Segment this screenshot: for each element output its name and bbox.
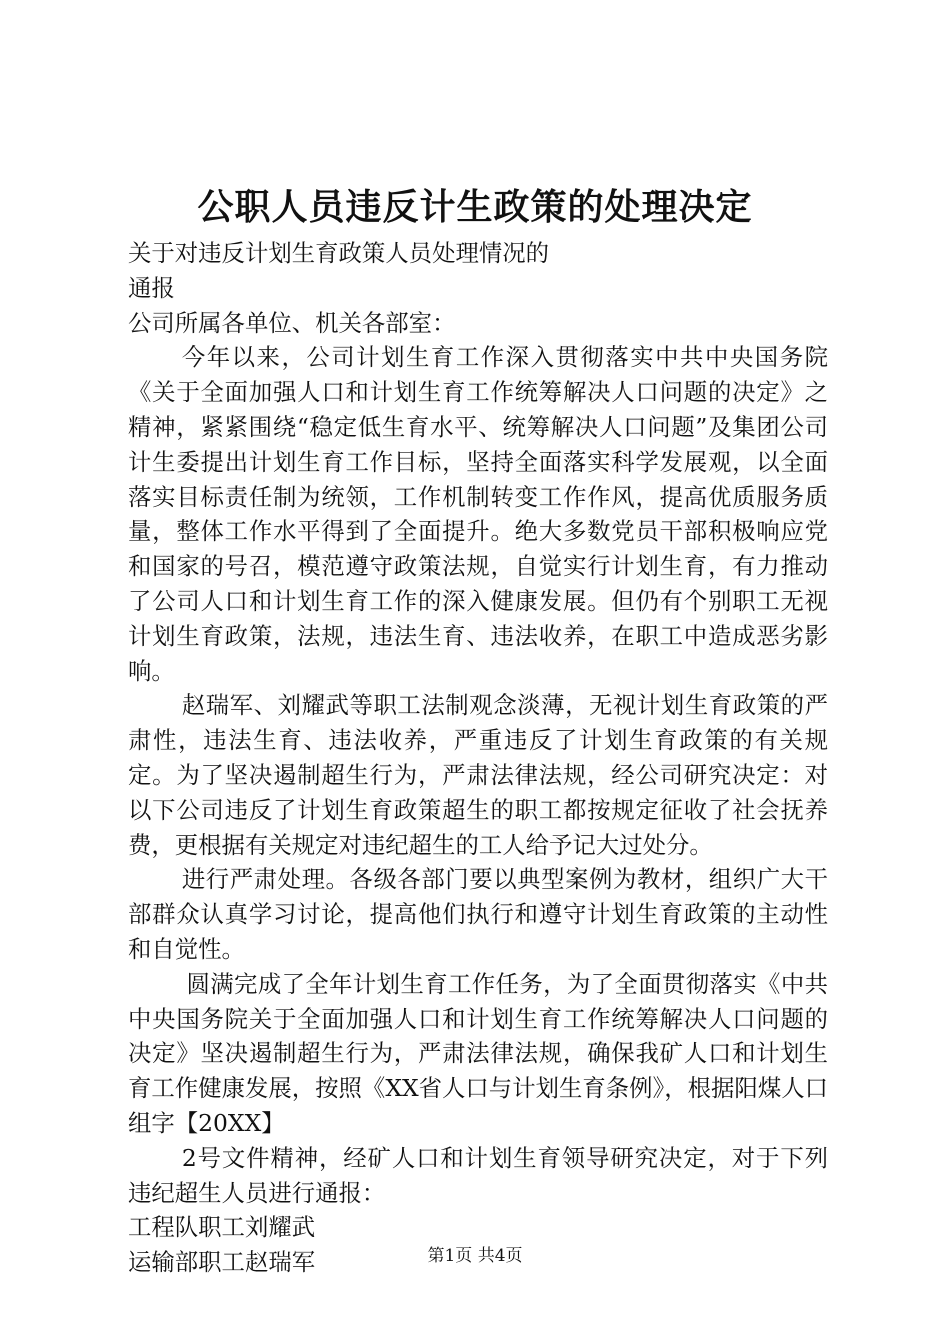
list-item: 工程队职工刘耀武 [128, 1213, 316, 1242]
salutation: 公司所属各单位、机关各部室： [128, 308, 456, 337]
document-title: 公职人员违反计生政策的处理决定 [197, 186, 753, 228]
paragraph-decision: 圆满完成了全年计划生育工作任务，为了全面贯彻落实《中共中央国务院关于全面加强人口和计划生育工作统筹解决人口问题的决定》坚决遏制超生行为，严肃法律法规，确保我矿人口和计划生育工作健康发展，按照《XX省人口与计划生育条例》，根据阳煤人口组字【20XX】 [128, 969, 828, 1137]
subject-line: 关于对违反计划生育政策人员处理情况的 [128, 239, 550, 267]
document-body [128, 236, 828, 1280]
list-item: 运输部职工赵瑞军 [128, 1248, 316, 1277]
paragraph-violation: 赵瑞军、刘耀武等职工法制观念淡薄，无视计划生育政策的严肃性，违法生育、违法收养，严重违反了计划生育政策的有关规定。为了坚决遏制超生行为，严肃法律法规，经公司研究决定：对以下公司违反了计划生育政策超生的职工都按规定征收了社会抚养费，更根据有关规定对违纪超生的工人给予记大过处分。 [128, 691, 828, 859]
paragraph-notice: 2号文件精神，经矿人口和计划生育领导研究决定，对于下列违纪超生人员进行通报： [128, 1143, 828, 1207]
paragraph-background: 今年以来，公司计划生育工作深入贯彻落实中共中央国务院《关于全面加强人口和计划生育工作统筹解决人口问题的决定》之精神，紧紧围绕“稳定低生育水平、统筹解决人口问题”及集团公司计生委提出计划生育工作目标，坚持全面落实科学发展观，以全面落实目标责任制为统领，工作机制转变工作作风，提高优质服务质量，整体工作水平得到了全面提升。绝大多数党员干部积极响应党和国家的号召，模范遵守政策法规，自觉实行计划生育，有力推动了公司人口和计划生育工作的深入健康发展。但仍有个别职工无视计划生育政策，法规，违法生育、违法收养，在职工中造成恶劣影响。 [128, 343, 828, 685]
paragraph-handling: 进行严肃处理。各级各部门要以典型案例为教材，组织广大干部群众认真学习讨论，提高他们执行和遵守计划生育政策的主动性和自觉性。 [128, 865, 828, 963]
page-number-footer: 第1页 共4页 [427, 1246, 523, 1266]
subject-line-continued: 通报 [128, 273, 175, 302]
